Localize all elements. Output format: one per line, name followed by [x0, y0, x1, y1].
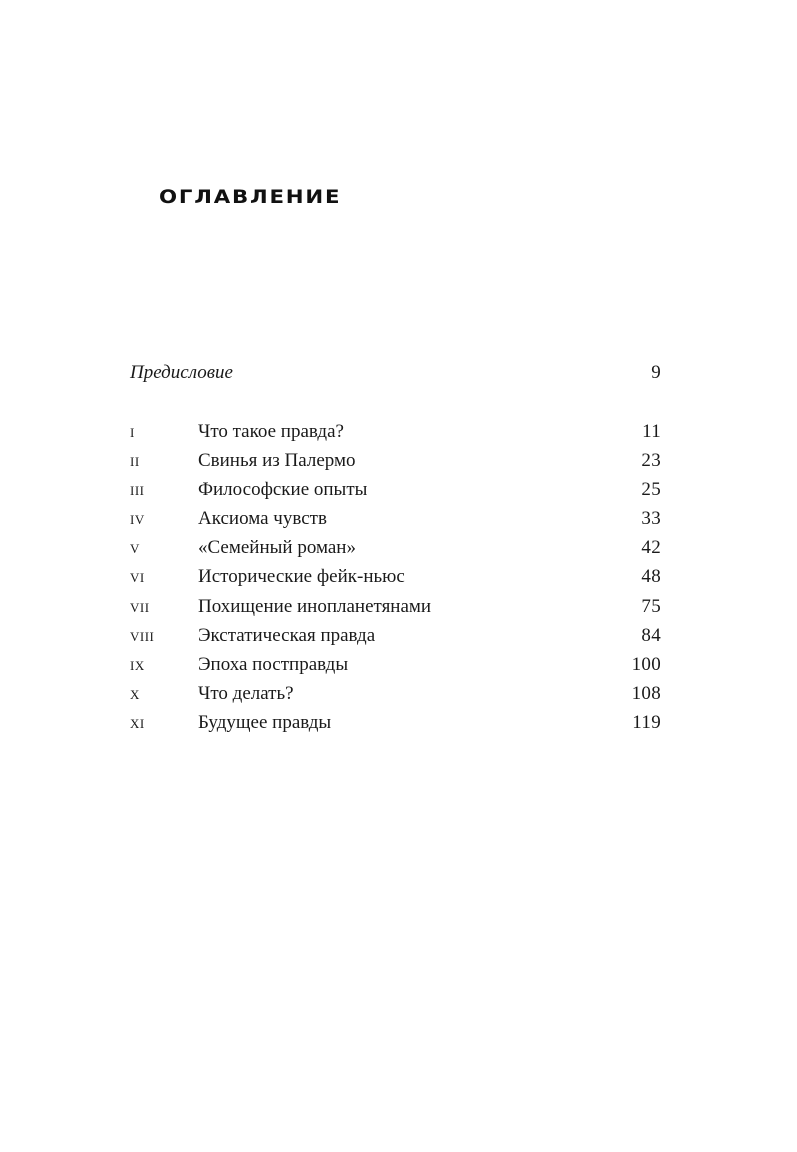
chapter-page: 48	[641, 566, 661, 587]
chapter-number: ii	[130, 450, 140, 471]
toc-item[interactable]	[130, 652, 661, 678]
toc-item[interactable]	[130, 623, 661, 649]
chapter-title: Что такое правда?	[198, 421, 344, 442]
toc-item[interactable]	[130, 594, 661, 620]
toc-item[interactable]	[130, 419, 661, 445]
toc-preface-title: Предисловие	[130, 362, 233, 383]
chapter-title: Эпоха постправды	[198, 654, 349, 675]
toc-item[interactable]	[130, 564, 661, 590]
chapter-number: ix	[130, 654, 145, 675]
chapter-title: Экстатическая правда	[198, 625, 376, 646]
chapter-page: 11	[642, 421, 661, 442]
chapter-number: iv	[130, 508, 145, 529]
toc-item[interactable]	[130, 535, 661, 561]
chapter-page: 42	[641, 537, 661, 558]
toc-item[interactable]	[130, 448, 661, 474]
chapter-number: vi	[130, 566, 145, 587]
chapter-number: vii	[130, 596, 150, 617]
chapter-number: x	[130, 683, 140, 704]
chapter-page: 100	[631, 654, 661, 675]
chapter-title: Аксиома чувств	[198, 508, 327, 529]
chapter-number: i	[130, 421, 135, 442]
chapter-title: Что делать?	[198, 683, 294, 704]
toc-preface-page: 9	[651, 362, 661, 383]
chapter-title: Будущее правды	[198, 712, 332, 733]
chapter-title: Похищение инопланетянами	[198, 596, 432, 617]
chapter-number: v	[130, 537, 140, 558]
chapter-page: 119	[632, 712, 661, 733]
chapter-page: 75	[641, 596, 661, 617]
chapter-page: 33	[641, 508, 661, 529]
toc-item[interactable]	[130, 477, 661, 503]
toc-item[interactable]	[130, 710, 661, 736]
chapter-title: Философские опыты	[198, 479, 368, 500]
chapter-title: «Семейный роман»	[198, 537, 356, 558]
chapter-title: Исторические фейк-ньюс	[198, 566, 405, 587]
chapter-number: iii	[130, 479, 145, 500]
toc-item[interactable]	[130, 681, 661, 707]
toc-preface[interactable]	[130, 360, 661, 386]
chapter-page: 25	[641, 479, 661, 500]
chapter-number: viii	[130, 625, 155, 646]
chapter-page: 23	[641, 450, 661, 471]
page-title: ОГЛАВЛЕНИЕ	[159, 186, 342, 208]
chapter-page: 108	[631, 683, 661, 704]
chapter-page: 84	[641, 625, 661, 646]
chapter-title: Свинья из Палермо	[198, 450, 356, 471]
toc-item[interactable]	[130, 506, 661, 532]
chapter-number: xi	[130, 712, 145, 733]
